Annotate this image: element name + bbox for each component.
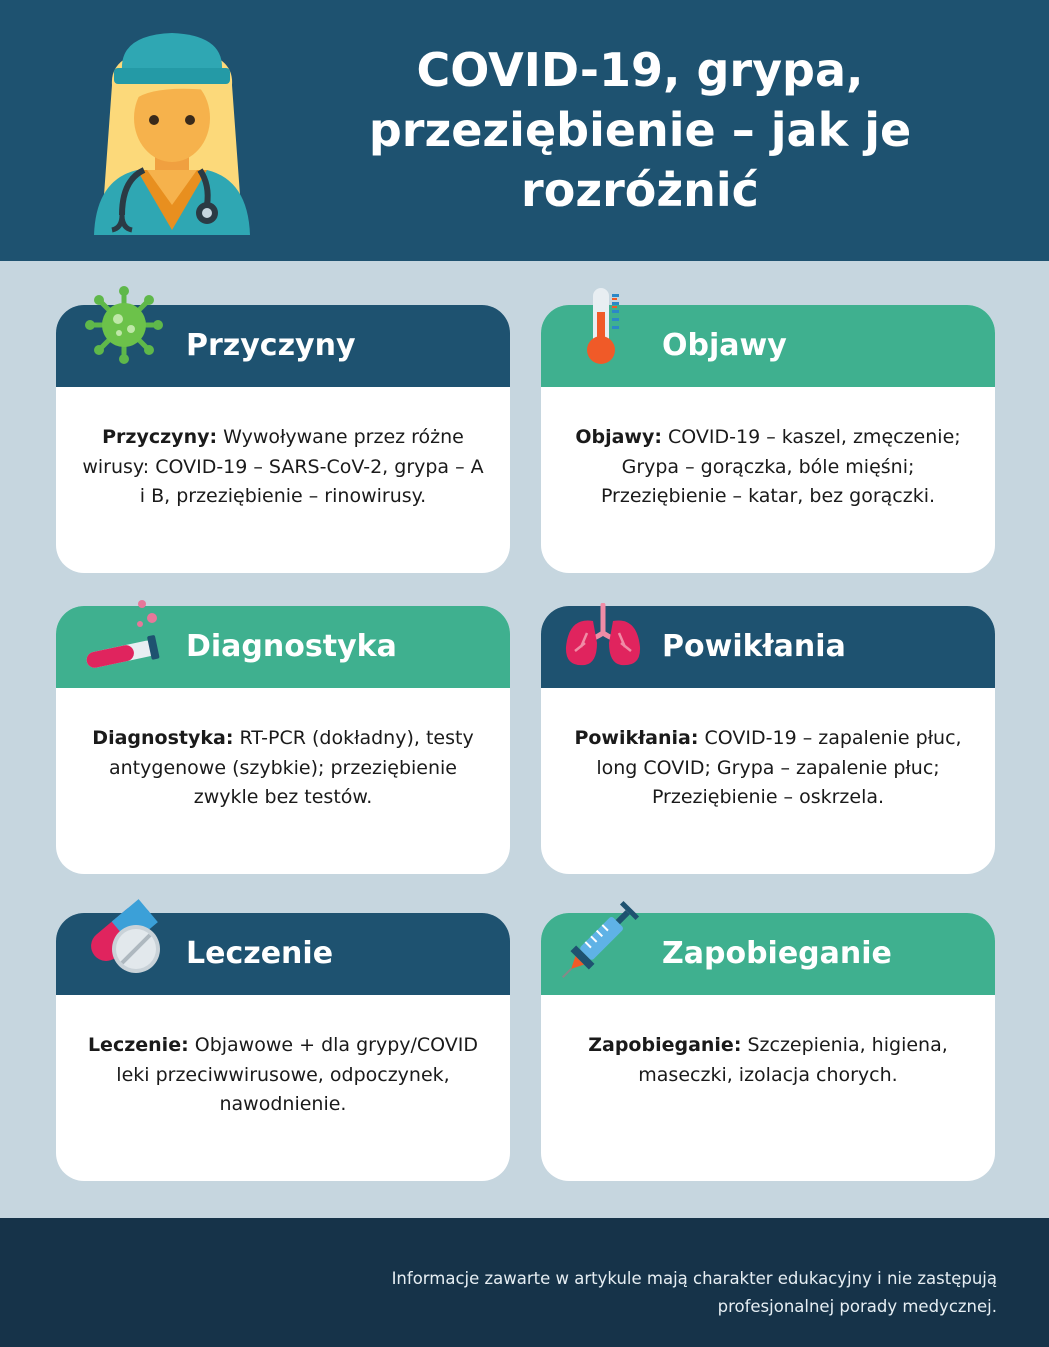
card-body	[78, 724, 488, 813]
card-body-text: Szczepienia, higiena, maseczki, izolacja chorych.	[638, 1034, 948, 1086]
card-body	[563, 724, 973, 813]
card-title: Przyczyny	[186, 328, 356, 363]
card-body-label: Zapobieganie:	[588, 1034, 742, 1056]
card-body	[78, 423, 488, 512]
card-body-label: Przyczyny:	[102, 426, 218, 448]
card-body-label: Objawy:	[575, 426, 662, 448]
page-title: COVID-19, grypa, przeziębienie – jak je rozróżnić	[368, 43, 912, 217]
card-title: Objawy	[662, 328, 787, 363]
card-title: Leczenie	[186, 936, 334, 971]
card-body-text: RT-PCR (dokładny), testy antygenowe (szybkie); przeziębienie zwykle bez testów.	[109, 727, 474, 808]
card-body-label: Diagnostyka:	[92, 727, 234, 749]
thermometer-icon	[583, 286, 623, 366]
card-body	[563, 1031, 973, 1090]
card-body	[563, 423, 973, 512]
doctor-icon	[92, 30, 252, 235]
header	[0, 0, 1049, 261]
card-title: Diagnostyka	[186, 629, 397, 664]
card-title: Zapobieganie	[662, 936, 892, 971]
lungs-icon	[563, 603, 643, 673]
footer	[0, 1218, 1049, 1347]
pills-icon	[80, 893, 170, 983]
syringe-icon	[558, 892, 648, 982]
card-title: Powikłania	[662, 629, 846, 664]
virus-icon	[84, 285, 164, 365]
card-body-text: Wywoływane przez różne wirusy: COVID-19 – SARS-CoV-2, grypa – A i B, przeziębienie – rinowirusy.	[82, 426, 484, 507]
card-body-label: Leczenie:	[87, 1034, 189, 1056]
test-tube-icon	[82, 596, 172, 676]
card-body-text: Objawowe + dla grypy/COVID leki przeciwwirusowe, odpoczynek, nawodnienie.	[116, 1034, 479, 1115]
disclaimer-text: Informacje zawarte w artykule mają charakter edukacyjny i nie zastępują profesjonalnej porady medycznej.	[391, 1269, 997, 1316]
card-body-label: Powikłania:	[574, 727, 699, 749]
card-body-text: COVID-19 – zapalenie płuc, long COVID; Grypa – zapalenie płuc; Przeziębienie – oskrzela.	[596, 727, 962, 808]
card-body-text: COVID-19 – kaszel, zmęczenie; Grypa – gorączka, bóle mięśni; Przeziębienie – katar, bez gorączki.	[600, 426, 961, 507]
card-body	[78, 1031, 488, 1120]
